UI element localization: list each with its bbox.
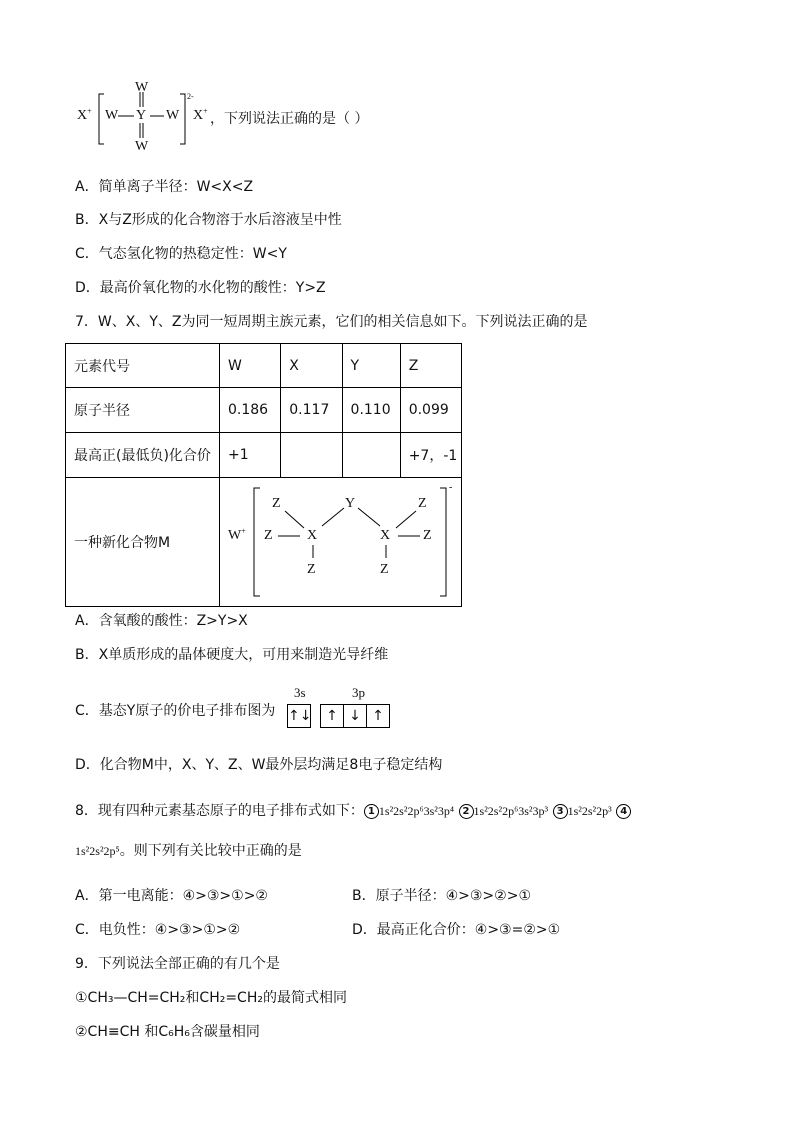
header-x: X <box>281 344 342 388</box>
q8-config-4: 1s²2s²2p⁵ <box>75 844 120 858</box>
q9-item-2: ②CH≡CH 和C₆H₆含碳量相同 <box>75 1024 260 1040</box>
m-z-3: Z <box>264 528 273 543</box>
q6-stem-text: ，下列说法正确的是（ ） <box>210 111 369 127</box>
q8-option-a: A．第一电离能：④>③>①>② <box>75 888 268 904</box>
orbital-box-3p-3: ↑ <box>367 704 390 728</box>
q7-option-a: A．含氧酸的酸性：Z>Y>X <box>75 613 248 629</box>
header-y: Y <box>342 344 400 388</box>
q8-stem-line1 <box>75 800 631 820</box>
q7-option-c: C．基态Y原子的价电子排布图为 <box>75 703 276 719</box>
valence-x <box>281 433 342 478</box>
q8-option-c: C．电负性：④>③>①>② <box>75 922 241 938</box>
q6-option-c: C．气态氢化物的热稳定性：W<Y <box>75 246 287 262</box>
q6-option-a: A．简单离子半径：W<X<Z <box>75 179 254 195</box>
m-cation: W+ <box>228 526 246 543</box>
radius-z: 0.099 <box>400 388 461 433</box>
label-3p: 3p <box>352 685 365 700</box>
m-z-2: Z <box>418 496 427 511</box>
row-label-compound: 一种新化合物M <box>66 478 220 607</box>
valence-z: +7，-1 <box>400 433 461 478</box>
label-3s: 3s <box>294 685 306 700</box>
header-z: Z <box>400 344 461 388</box>
orbital-box-3p-2: ↓ <box>344 704 367 728</box>
q6-w-bottom: W <box>135 139 149 154</box>
q6-option-b: B．X与Z形成的化合物溶于水后溶液呈中性 <box>75 212 342 228</box>
q7-element-table <box>65 343 462 607</box>
q9-item-1: ①CH₃—CH=CH₂和CH₂=CH₂的最简式相同 <box>75 990 347 1006</box>
radius-y: 0.110 <box>342 388 400 433</box>
q6-y-center: Y <box>136 108 147 123</box>
orbital-3p-boxes <box>320 704 390 728</box>
row-label-radius: 原子半径 <box>66 388 220 433</box>
orbital-box-3p-1: ↑ <box>320 704 344 728</box>
q6-option-d: D．最高价氧化物的水化物的酸性：Y>Z <box>75 280 326 296</box>
m-x-1: X <box>307 528 318 543</box>
q7-option-d: D．化合物M中，X、Y、Z、W最外层均满足8电子稳定结构 <box>75 757 443 773</box>
m-z-1: Z <box>272 496 281 511</box>
q9-stem: 9．下列说法全部正确的有几个是 <box>75 956 280 972</box>
q8-config-2: 1s²2s²2p⁶3s²3p³ <box>473 804 549 818</box>
orbital-3s-box <box>287 704 311 728</box>
q8-stem-prefix: 8．现有四种元素基态原子的电子排布式如下： <box>75 803 364 819</box>
q6-w-left: W <box>105 108 119 123</box>
q6-cation-left: X+ <box>77 106 92 123</box>
m-z-6: Z <box>380 562 389 577</box>
q6-w-right: W <box>166 108 180 123</box>
m-y-bridge: Y <box>345 496 356 511</box>
q8-stem-suffix: 。则下列有关比较中正确的是 <box>119 843 302 859</box>
q8-config-3: 1s²2s²2p³ <box>567 804 612 818</box>
circled-4: 4 <box>616 804 631 819</box>
row-label-code: 元素代号 <box>66 344 220 388</box>
q8-config-1: 1s²2s²2p⁶3s²3p⁴ <box>378 804 455 818</box>
q8-option-d: D．最高正化合价：④>③=②>① <box>352 922 561 938</box>
q6-charge: 2- <box>187 92 194 101</box>
m-z-4: Z <box>423 528 432 543</box>
q7-option-b: B．X单质形成的晶体硬度大，可用来制造光导纤维 <box>75 647 389 663</box>
header-w: W <box>220 344 281 388</box>
q6-w-top: W <box>135 80 149 95</box>
orbital-box-3s: ↑↓ <box>287 704 311 728</box>
row-label-valence: 最高正(最低负)化合价 <box>66 433 220 478</box>
circled-3: 3 <box>553 804 568 819</box>
m-x-2: X <box>380 528 391 543</box>
compound-m-structure <box>220 478 462 607</box>
valence-y <box>342 433 400 478</box>
q8-option-b: B．原子半径：④>③>②>① <box>352 888 531 904</box>
q7-stem: 7．W、X、Y、Z为同一短周期主族元素，它们的相关信息如下。下列说法正确的是 <box>75 314 588 330</box>
valence-w: +1 <box>220 433 281 478</box>
q6-cation-right: X+ <box>193 106 208 123</box>
circled-2: 2 <box>459 804 474 819</box>
m-z-5: Z <box>307 562 316 577</box>
q8-stem-line2 <box>75 840 302 860</box>
m-charge: - <box>449 482 453 493</box>
radius-w: 0.186 <box>220 388 281 433</box>
circled-1: 1 <box>364 804 379 819</box>
radius-x: 0.117 <box>281 388 342 433</box>
